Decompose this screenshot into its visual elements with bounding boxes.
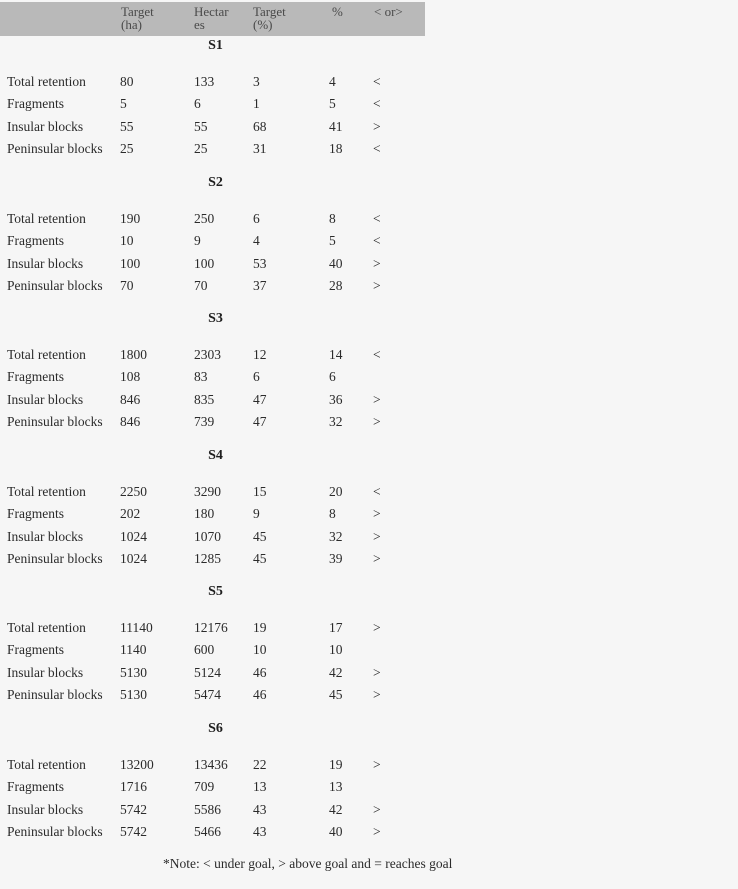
cell-hectares: 133 [194, 74, 215, 89]
table-row [0, 413, 425, 435]
cell-pct: 5 [329, 232, 336, 248]
cell-target-ha: 846 [120, 414, 141, 430]
row-label: Insular blocks [7, 665, 84, 681]
cell-target-ha: 202 [120, 505, 141, 521]
table-row [0, 210, 425, 232]
table-row [0, 140, 425, 162]
header-pct: % [332, 4, 343, 19]
section-title: S2 [208, 174, 223, 190]
table-note: *Note: < under goal, > above goal and = reaches goal [163, 856, 453, 871]
cell-target-ha: 55 [120, 119, 134, 134]
cell-pct: 28 [329, 277, 343, 293]
table-row [0, 95, 425, 117]
row-label: Insular blocks [7, 255, 84, 271]
row-label: Fragments [7, 505, 64, 521]
cell-target-pct: 15 [253, 483, 267, 499]
cell-target-ha: 70 [120, 277, 134, 293]
cell-comparison: < [373, 96, 381, 111]
cell-comparison: > [373, 392, 381, 408]
cell-target-ha: 13200 [120, 757, 154, 772]
row-label: Fragments [7, 96, 64, 111]
cell-hectares: 250 [194, 210, 215, 226]
section-title: S3 [208, 311, 223, 327]
row-label: Peninsular blocks [7, 550, 103, 566]
cell-comparison: > [373, 414, 381, 430]
cell-hectares: 70 [194, 277, 208, 293]
row-label: Total retention [7, 347, 86, 363]
cell-pct: 8 [329, 505, 336, 521]
row-label: Insular blocks [7, 119, 84, 134]
cell-hectares: 1070 [194, 528, 221, 544]
cell-comparison: > [373, 665, 381, 681]
table-row [0, 756, 425, 778]
cell-target-ha: 10 [120, 232, 134, 248]
table-row [0, 528, 425, 550]
row-label: Insular blocks [7, 528, 84, 544]
cell-hectares: 6 [194, 96, 201, 111]
cell-target-pct: 13 [253, 779, 267, 794]
cell-hectares: 100 [194, 255, 215, 271]
cell-pct: 40 [329, 255, 343, 271]
table-row [0, 686, 425, 708]
row-label: Fragments [7, 369, 64, 385]
cell-pct: 32 [329, 528, 343, 544]
cell-pct: 17 [329, 620, 343, 636]
section-title: S1 [208, 38, 223, 53]
table-row [0, 483, 425, 505]
cell-comparison: < [373, 483, 381, 499]
cell-target-pct: 53 [253, 255, 267, 271]
cell-target-pct: 1 [253, 96, 260, 111]
cell-comparison: < [373, 141, 381, 156]
row-label: Insular blocks [7, 392, 84, 408]
cell-target-ha: 11140 [120, 620, 153, 636]
cell-target-pct: 43 [253, 802, 267, 817]
table-row [0, 505, 425, 527]
cell-hectares: 835 [194, 392, 215, 408]
header-comparison: < or> [374, 4, 403, 19]
cell-pct: 40 [329, 824, 343, 839]
cell-comparison: > [373, 757, 381, 772]
cell-target-ha: 1024 [120, 550, 147, 566]
cell-target-pct: 45 [253, 528, 267, 544]
cell-hectares: 709 [194, 779, 215, 794]
cell-comparison: > [373, 824, 381, 839]
table-row [0, 73, 425, 95]
table-row [0, 277, 425, 299]
cell-hectares: 2303 [194, 347, 221, 363]
cell-hectares: 55 [194, 119, 208, 134]
cell-pct: 14 [329, 347, 343, 363]
row-label: Fragments [7, 642, 64, 658]
cell-pct: 8 [329, 210, 336, 226]
cell-pct: 19 [329, 757, 343, 772]
row-label: Total retention [7, 210, 86, 226]
cell-target-pct: 47 [253, 414, 267, 430]
row-label: Total retention [7, 74, 86, 89]
row-label: Fragments [7, 779, 64, 794]
cell-comparison: < [373, 347, 381, 363]
cell-target-pct: 4 [253, 232, 260, 248]
cell-comparison: > [373, 277, 381, 293]
cell-hectares: 3290 [194, 483, 221, 499]
cell-target-ha: 1716 [120, 779, 147, 794]
cell-pct: 45 [329, 687, 343, 703]
cell-pct: 42 [329, 802, 343, 817]
table-header [0, 2, 425, 36]
header-target-pct: Target (%) [253, 4, 286, 32]
cell-pct: 18 [329, 141, 343, 156]
cell-hectares: 739 [194, 414, 215, 430]
cell-pct: 42 [329, 665, 343, 681]
cell-pct: 10 [329, 642, 343, 658]
header-hectares: Hectar es [194, 4, 229, 32]
cell-target-pct: 68 [253, 119, 267, 134]
row-label: Peninsular blocks [7, 141, 103, 156]
cell-target-pct: 46 [253, 687, 267, 703]
cell-hectares: 5586 [194, 802, 221, 817]
cell-target-ha: 5742 [120, 802, 147, 817]
cell-hectares: 5474 [194, 687, 221, 703]
cell-target-pct: 6 [253, 210, 260, 226]
cell-target-ha: 1140 [120, 642, 147, 658]
table-row [0, 801, 425, 823]
cell-hectares: 9 [194, 232, 201, 248]
cell-comparison: > [373, 255, 381, 271]
cell-target-pct: 31 [253, 141, 267, 156]
cell-comparison: > [373, 620, 381, 636]
section-title: S6 [208, 721, 223, 736]
row-label: Peninsular blocks [7, 414, 103, 430]
cell-target-ha: 1024 [120, 528, 147, 544]
cell-target-pct: 19 [253, 620, 267, 636]
cell-target-pct: 46 [253, 665, 267, 681]
cell-target-pct: 10 [253, 642, 267, 658]
row-label: Total retention [7, 483, 86, 499]
cell-pct: 13 [329, 779, 343, 794]
table-row [0, 641, 425, 663]
row-label: Peninsular blocks [7, 824, 103, 839]
cell-hectares: 13436 [194, 757, 228, 772]
row-label: Total retention [7, 757, 86, 772]
cell-target-ha: 5 [120, 96, 127, 111]
section-title: S4 [208, 447, 223, 463]
table-row [0, 368, 425, 390]
cell-hectares: 83 [194, 369, 208, 385]
cell-target-ha: 190 [120, 210, 141, 226]
table-row [0, 118, 425, 140]
cell-pct: 20 [329, 483, 343, 499]
cell-target-ha: 100 [120, 255, 141, 271]
cell-hectares: 5466 [194, 824, 221, 839]
cell-hectares: 25 [194, 141, 208, 156]
cell-comparison: < [373, 74, 381, 89]
table-row [0, 346, 425, 368]
table-row [0, 778, 425, 800]
cell-target-pct: 9 [253, 505, 260, 521]
cell-comparison: < [373, 232, 381, 248]
header-target-ha: Target (ha) [121, 4, 154, 32]
cell-target-pct: 43 [253, 824, 267, 839]
row-label: Total retention [7, 620, 86, 636]
cell-target-pct: 22 [253, 757, 267, 772]
cell-target-pct: 37 [253, 277, 267, 293]
cell-target-pct: 3 [253, 74, 260, 89]
cell-target-pct: 47 [253, 392, 267, 408]
cell-comparison: > [373, 687, 381, 703]
cell-comparison: > [373, 528, 381, 544]
cell-target-ha: 846 [120, 392, 141, 408]
cell-hectares: 5124 [194, 665, 221, 681]
cell-target-ha: 5130 [120, 665, 147, 681]
cell-comparison: > [373, 802, 381, 817]
table-row [0, 255, 425, 277]
cell-target-pct: 45 [253, 550, 267, 566]
cell-pct: 39 [329, 550, 343, 566]
table-row [0, 823, 425, 845]
cell-hectares: 600 [194, 642, 215, 658]
cell-comparison: > [373, 119, 381, 134]
cell-hectares: 1285 [194, 550, 221, 566]
cell-pct: 32 [329, 414, 343, 430]
cell-pct: 36 [329, 392, 343, 408]
cell-pct: 41 [329, 119, 343, 134]
cell-comparison: > [373, 550, 381, 566]
cell-target-ha: 80 [120, 74, 134, 89]
table-row [0, 619, 425, 641]
cell-target-pct: 6 [253, 369, 260, 385]
cell-target-ha: 2250 [120, 483, 147, 499]
cell-pct: 6 [329, 369, 336, 385]
cell-comparison: > [373, 505, 381, 521]
cell-target-ha: 1800 [120, 347, 147, 363]
cell-target-ha: 108 [120, 369, 141, 385]
row-label: Peninsular blocks [7, 687, 103, 703]
cell-target-ha: 25 [120, 141, 134, 156]
cell-hectares: 12176 [194, 620, 228, 636]
cell-pct: 4 [329, 74, 336, 89]
table-row [0, 550, 425, 572]
table-row [0, 232, 425, 254]
table-row [0, 391, 425, 413]
row-label: Insular blocks [7, 802, 84, 817]
cell-target-ha: 5130 [120, 687, 147, 703]
cell-comparison: < [373, 210, 381, 226]
cell-target-pct: 12 [253, 347, 267, 363]
cell-target-ha: 5742 [120, 824, 147, 839]
cell-pct: 5 [329, 96, 336, 111]
row-label: Peninsular blocks [7, 277, 103, 293]
cell-hectares: 180 [194, 505, 215, 521]
section-title: S5 [208, 584, 223, 600]
row-label: Fragments [7, 232, 64, 248]
table-row [0, 664, 425, 686]
